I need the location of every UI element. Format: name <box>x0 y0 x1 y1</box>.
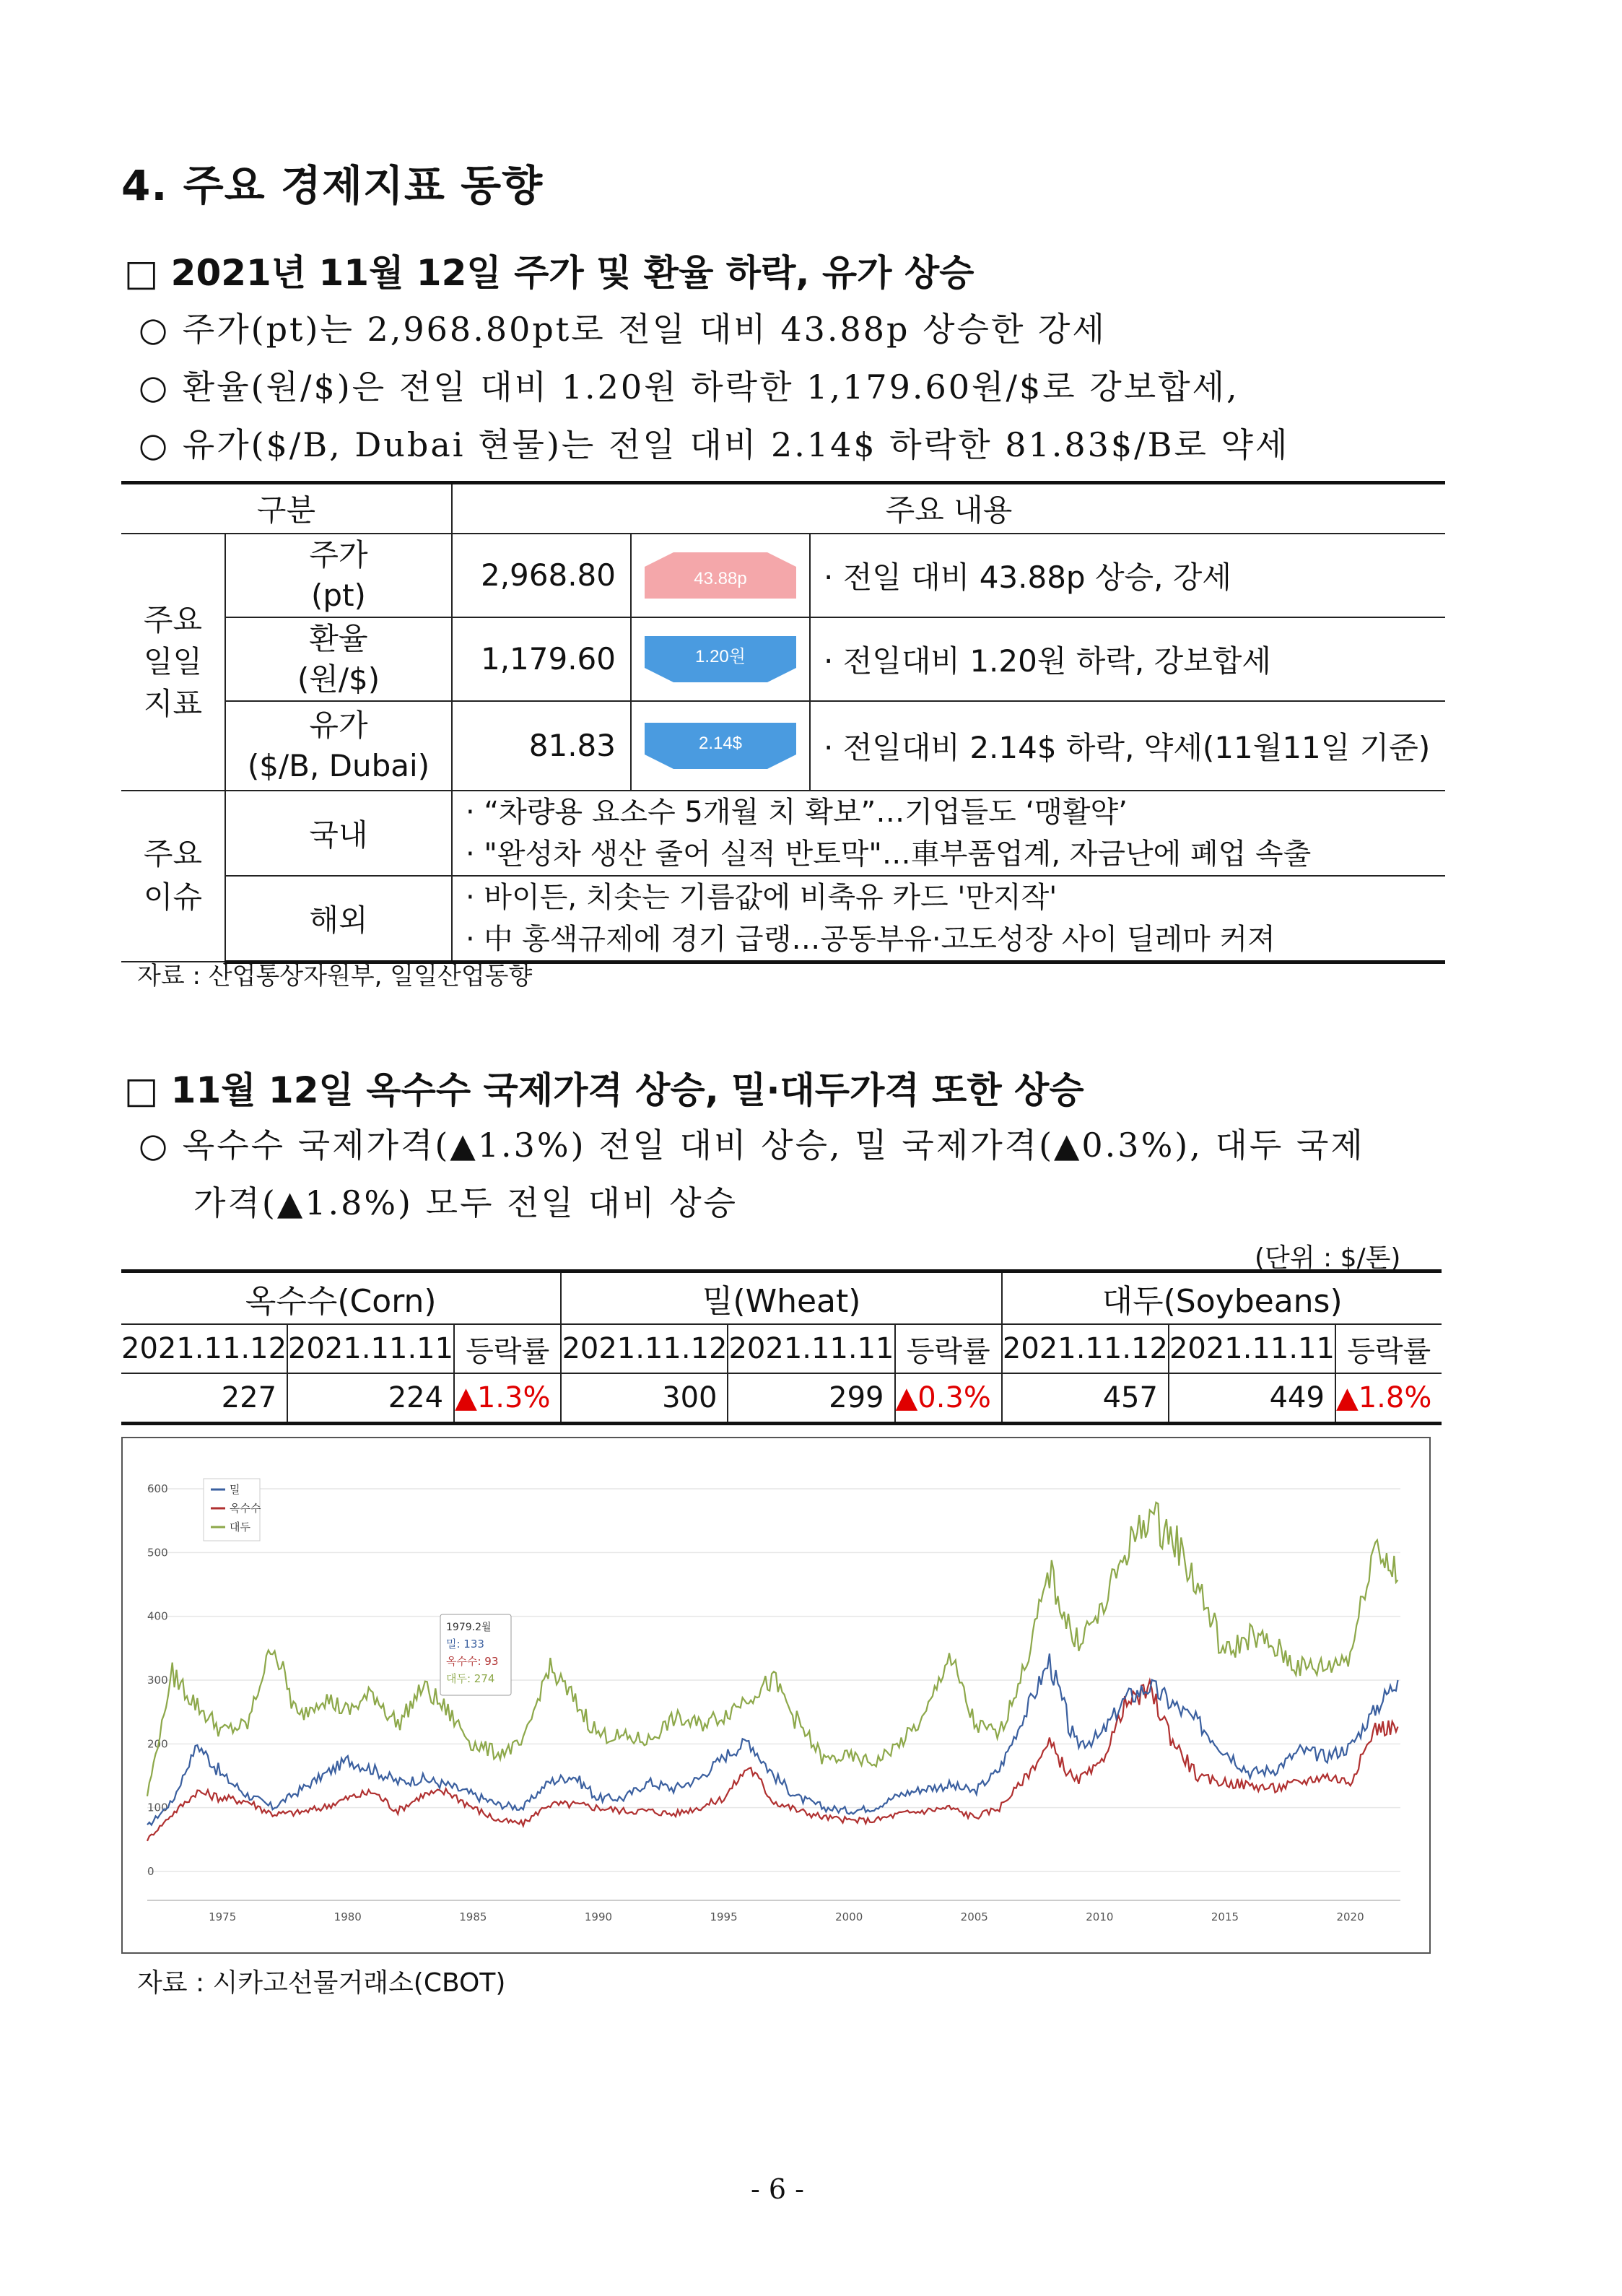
y-tick-label: 300 <box>147 1674 168 1687</box>
item-oil: 유가 ($/B, Dubai) <box>225 701 452 791</box>
x-tick-label: 1980 <box>333 1910 362 1923</box>
down-arrow-icon <box>645 636 796 682</box>
grain-price-table <box>121 1269 1442 1425</box>
tooltip-corn: 옥수수: 93 <box>446 1655 499 1668</box>
group-soybeans: 대두(Soybeans) <box>1002 1271 1442 1325</box>
series-line-0 <box>147 1653 1398 1825</box>
wheat-today: 300 <box>561 1373 728 1424</box>
chart-legend <box>204 1479 261 1541</box>
header-content: 주요 내용 <box>452 483 1445 534</box>
x-tick-label: 2005 <box>960 1910 988 1923</box>
subheader-date: 2021.11.11 <box>728 1324 894 1373</box>
x-tick-label: 2010 <box>1086 1910 1114 1923</box>
badge-fx-label: 1.20원 <box>695 646 746 666</box>
subheader-date: 2021.11.12 <box>561 1324 728 1373</box>
x-tick-label: 2015 <box>1211 1910 1239 1923</box>
x-tick-label: 1990 <box>584 1910 613 1923</box>
subheader-date: 2021.11.12 <box>121 1324 287 1373</box>
desc-oil: · 전일대비 2.14$ 하락, 약세(11월11일 기준) <box>810 701 1445 791</box>
x-tick-label: 1975 <box>209 1910 237 1923</box>
soy-change: ▲1.8% <box>1335 1373 1442 1424</box>
y-tick-label: 400 <box>147 1609 168 1623</box>
section2-title: □ 11월 12일 옥수수 국제가격 상승, 밀·대두가격 또한 상승 <box>124 1069 1084 1111</box>
bullet-2: ○ 환율(원/$)은 전일 대비 1.20원 하락한 1,179.60원/$로 강보합세, <box>139 368 1239 406</box>
wheat-yesterday: 299 <box>728 1373 894 1424</box>
corn-yesterday: 224 <box>287 1373 454 1424</box>
corn-today: 227 <box>121 1373 287 1424</box>
chart-svg <box>123 1438 1429 1952</box>
soy-yesterday: 449 <box>1169 1373 1335 1424</box>
value-stock: 2,968.80 <box>452 534 631 617</box>
chart-tooltip <box>440 1614 511 1695</box>
legend-label: 옥수수 <box>230 1502 261 1515</box>
x-tick-label: 2000 <box>835 1910 863 1923</box>
group-issues: 주요 이슈 <box>121 791 225 962</box>
value-fx: 1,179.60 <box>452 617 631 701</box>
issue-line: · "완성차 생산 줄어 실적 반토막"…車부품업계, 자금난에 폐업 속출 <box>466 837 1312 871</box>
subheader-change: 등락률 <box>1335 1324 1442 1373</box>
tooltip-title: 1979.2월 <box>446 1622 492 1633</box>
y-tick-label: 600 <box>147 1482 168 1495</box>
grain-price-chart <box>121 1437 1431 1954</box>
series-line-2 <box>147 1503 1398 1796</box>
bullet-1: ○ 주가(pt)는 2,968.80pt로 전일 대비 43.88p 상승한 강세 <box>139 310 1107 349</box>
section-heading: 4. 주요 경제지표 동향 <box>121 161 544 210</box>
series-line-1 <box>147 1680 1398 1841</box>
item-stock: 주가 (pt) <box>225 534 452 617</box>
issue-line: · 바이든, 치솟는 기름값에 비축유 카드 '만지작' <box>466 880 1058 914</box>
issues-domestic <box>452 791 1445 876</box>
group-corn: 옥수수(Corn) <box>121 1271 561 1325</box>
subheader-date: 2021.11.11 <box>1169 1324 1335 1373</box>
desc-stock: · 전일 대비 43.88p 상승, 강세 <box>810 534 1445 617</box>
chart-source: 자료 : 시카고선물거래소(CBOT) <box>137 1968 506 1998</box>
item-fx: 환율 (원/$) <box>225 617 452 701</box>
x-tick-label: 2020 <box>1336 1910 1364 1923</box>
badge-fx <box>631 617 810 701</box>
subheader-date: 2021.11.11 <box>287 1324 454 1373</box>
up-arrow-icon <box>645 552 796 599</box>
value-oil: 81.83 <box>452 701 631 791</box>
badge-oil-label: 2.14$ <box>698 733 743 753</box>
down-arrow-icon <box>645 723 796 769</box>
subheader-change: 등락률 <box>895 1324 1002 1373</box>
badge-stock-label: 43.88p <box>694 568 747 588</box>
group-daily-indicators: 주요 일일 지표 <box>121 534 225 791</box>
x-tick-label: 1985 <box>459 1910 487 1923</box>
bullet-3: ○ 유가($/B, Dubai 현물)는 전일 대비 2.14$ 하락한 81.83$/B로 약세 <box>139 425 1290 464</box>
tooltip-soy: 대두: 274 <box>446 1672 495 1685</box>
y-tick-label: 500 <box>147 1546 168 1560</box>
x-tick-label: 1995 <box>710 1910 738 1923</box>
y-tick-label: 100 <box>147 1801 168 1814</box>
tooltip-wheat: 밀: 133 <box>446 1638 484 1651</box>
daily-indicators-table <box>121 481 1445 964</box>
issues-overseas <box>452 876 1445 962</box>
header-category: 구분 <box>121 483 452 534</box>
y-tick-label: 0 <box>147 1865 154 1878</box>
table1-source: 자료 : 산업통상자원부, 일일산업동향 <box>137 962 533 991</box>
region-overseas: 해외 <box>225 876 452 962</box>
soy-today: 457 <box>1002 1373 1169 1424</box>
bullet-4: ○ 옥수수 국제가격(▲1.3%) 전일 대비 상승, 밀 국제가격(▲0.3%), 대두 국제 <box>139 1126 1365 1165</box>
group-wheat: 밀(Wheat) <box>561 1271 1001 1325</box>
y-tick-label: 200 <box>147 1737 168 1751</box>
page-number: - 6 - <box>751 2173 805 2205</box>
region-domestic: 국내 <box>225 791 452 876</box>
wheat-change: ▲0.3% <box>895 1373 1002 1424</box>
subheader-date: 2021.11.12 <box>1002 1324 1169 1373</box>
legend-label: 밀 <box>230 1483 240 1496</box>
section1-title: □ 2021년 11월 12일 주가 및 환율 하락, 유가 상승 <box>124 252 974 294</box>
subheader-change: 등락률 <box>454 1324 561 1373</box>
bullet-4-cont: 가격(▲1.8%) 모두 전일 대비 상승 <box>193 1183 738 1222</box>
unit-label: (단위 : $/톤) <box>1255 1243 1401 1273</box>
legend-label: 대두 <box>230 1521 250 1534</box>
badge-oil <box>631 701 810 791</box>
desc-fx: · 전일대비 1.20원 하락, 강보합세 <box>810 617 1445 701</box>
issue-line: · 中 홍색규제에 경기 급랭…공동부유·고도성장 사이 딜레마 커져 <box>466 922 1276 956</box>
badge-stock <box>631 534 810 617</box>
corn-change: ▲1.3% <box>454 1373 561 1424</box>
issue-line: · “차량용 요소수 5개월 치 확보”…기업들도 ‘맹활약’ <box>466 795 1128 829</box>
